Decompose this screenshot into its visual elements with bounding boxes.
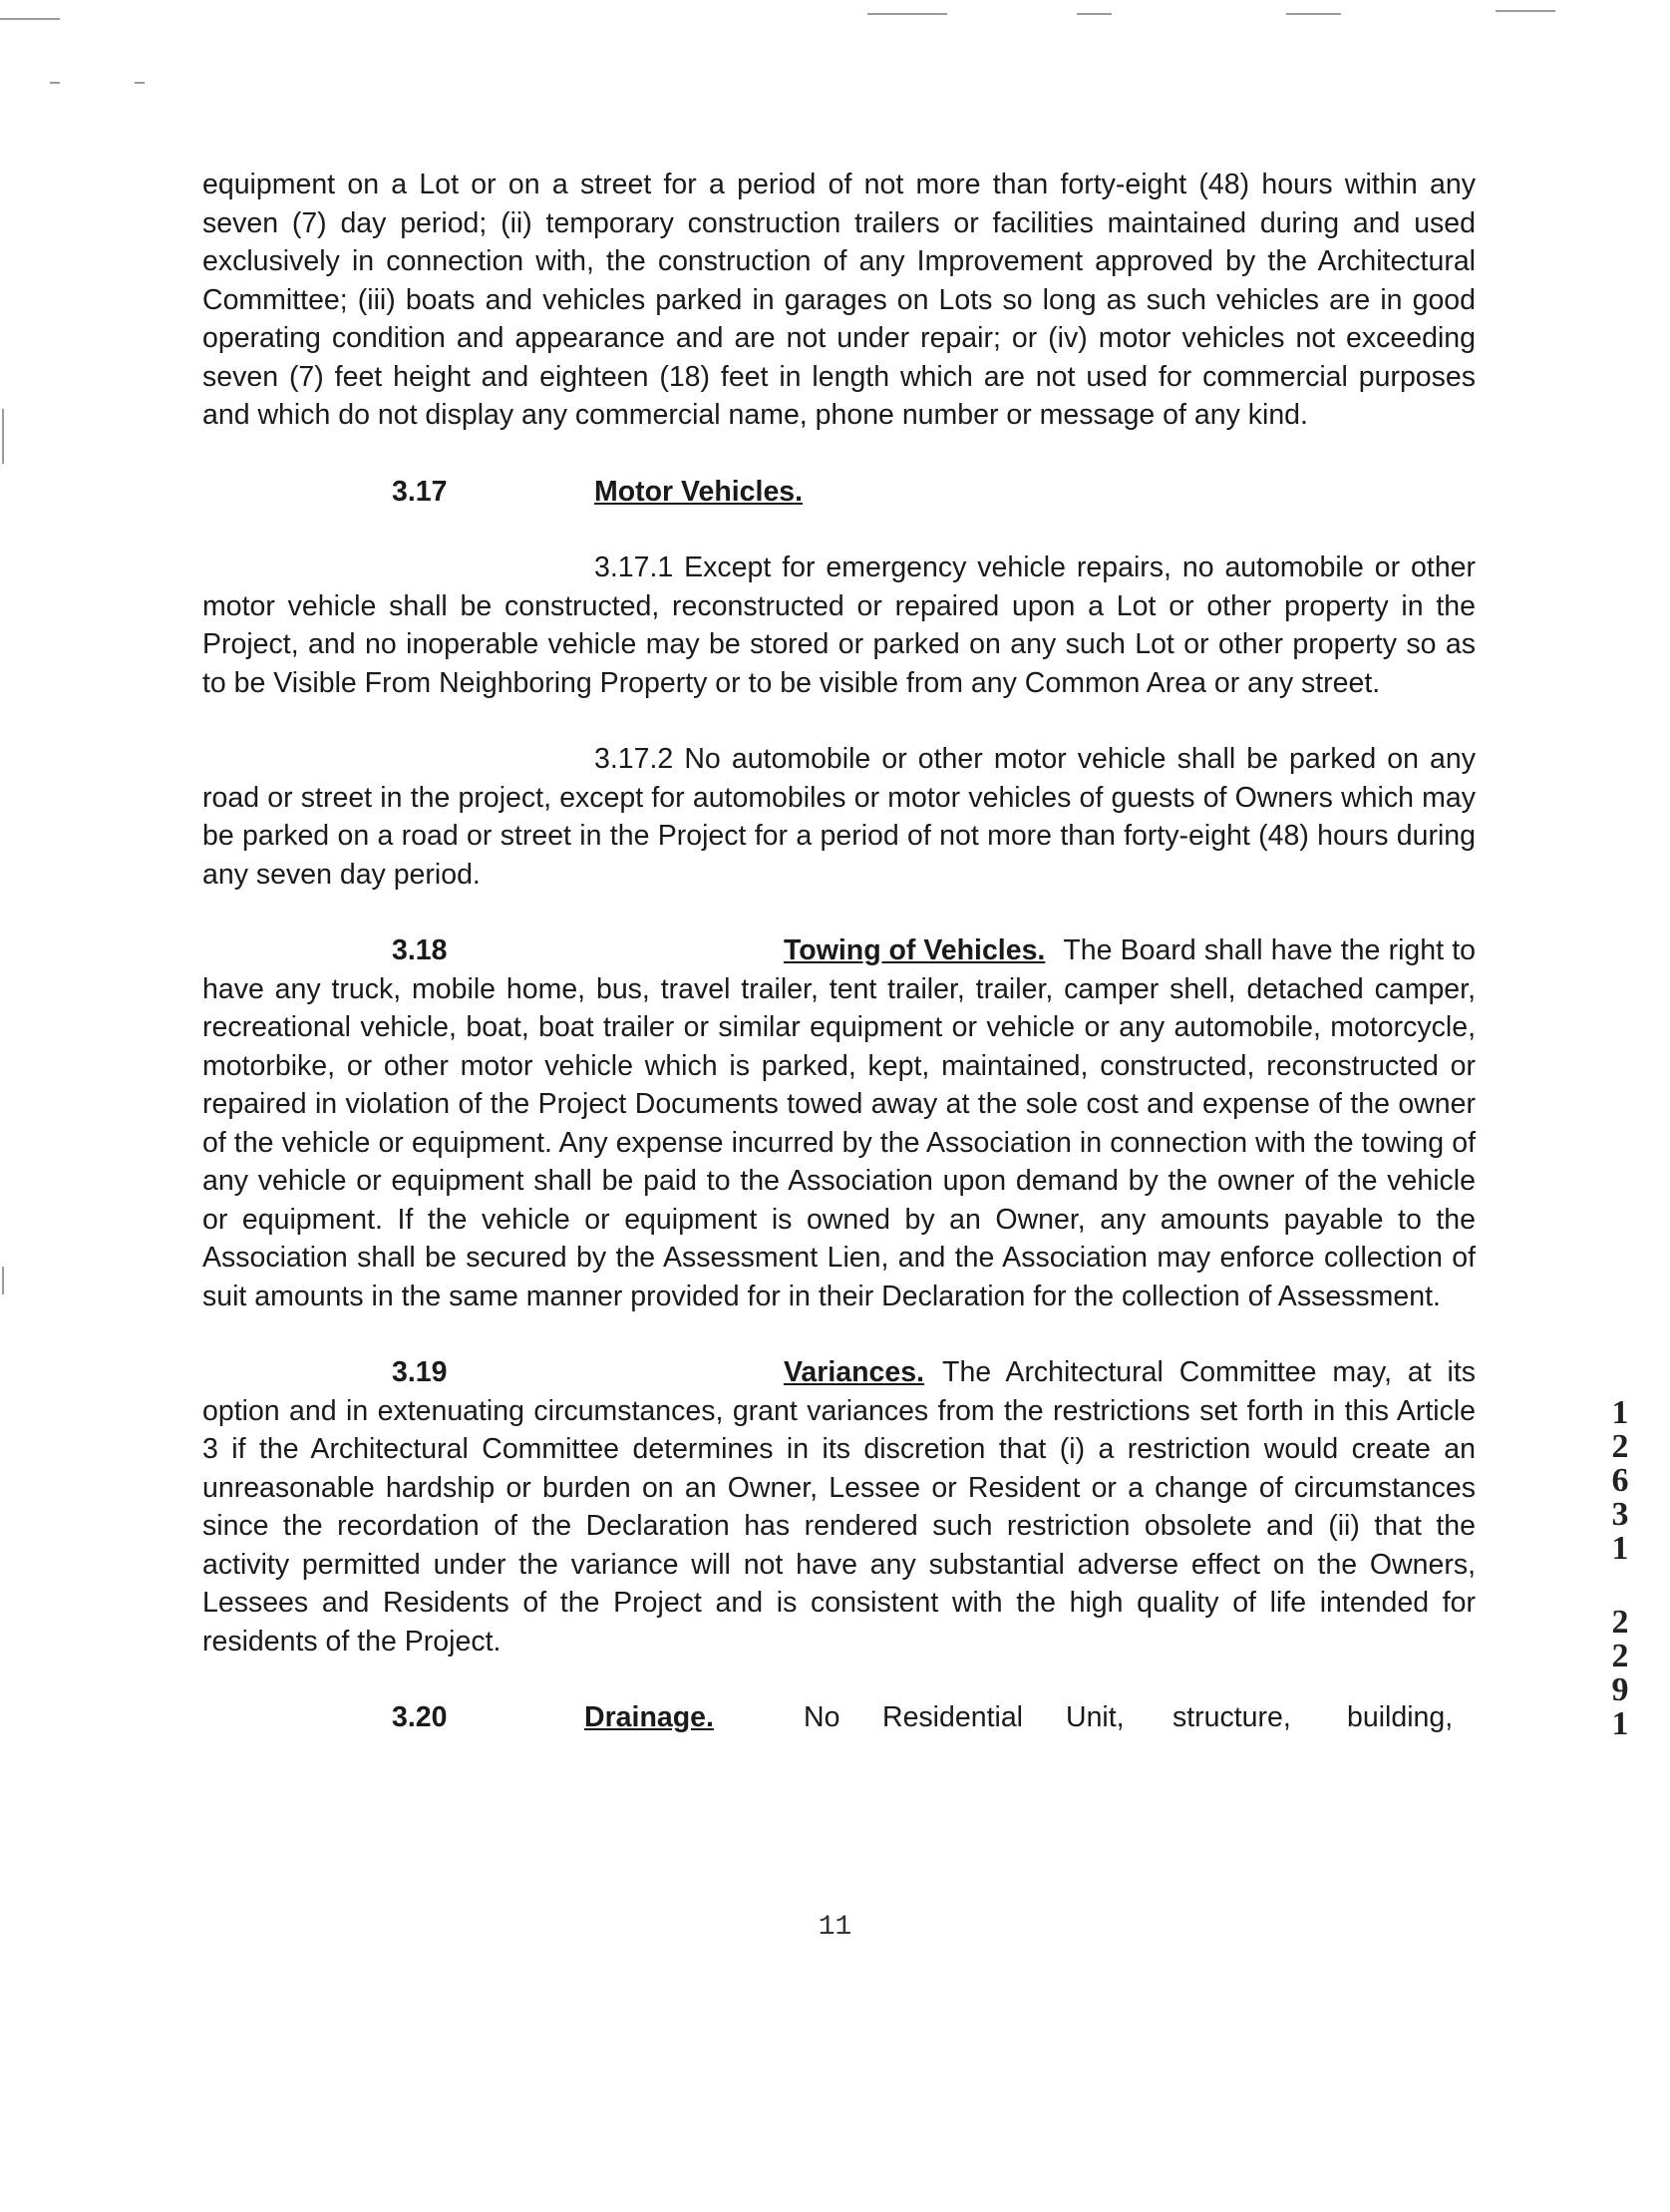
section-3-19 <box>202 1353 1476 1660</box>
section-3-20 <box>202 1698 1476 1737</box>
subsection-number: 3.17.1 <box>594 552 674 583</box>
continuation-paragraph: equipment on a Lot or on a street for a period of not more than forty-eight (48) hours within any seven (7) day period; (ii) temporary construction trailers or facilities maintained during and used exclusively in connection with, the construction of any Improvement approved by the Architectural Committee; (iii) boats and vehicles parked in garages on Lots so long as such vehicles are in good operating condition and appearance and are not under repair; or (iv) motor vehicles not exceeding seven (7) feet height and eighteen (18) feet in length which are not used for commercial purposes and which do not display any commercial name, phone number or message of any kind. <box>202 169 1476 431</box>
section-word: Unit, <box>1066 1701 1125 1733</box>
section-word: building, <box>1347 1701 1454 1733</box>
section-title: Drainage. <box>584 1701 714 1733</box>
stamp-digit: 1 <box>1611 1705 1629 1742</box>
subsection-3-17-1 <box>202 549 1476 702</box>
stamp-digit: 1 <box>1611 1530 1629 1567</box>
scan-mark <box>135 82 145 84</box>
subsection-number: 3.17.2 <box>594 743 674 775</box>
section-3-18 <box>202 931 1476 1315</box>
section-title: Motor Vehicles. <box>594 475 804 508</box>
scan-mark <box>2 1267 4 1294</box>
subsection-text: Except for emergency vehicle repairs, no automobile or other motor vehicle shall be constructed, reconstructed or repaired upon a Lot or other property in the Project, and no inoperable vehicle may be stored or parked on any such Lot or other property so as to be Visible From Neighboring Property or to be visible from any Common Area or any street. <box>202 552 1477 699</box>
section-3-17-heading <box>202 473 1476 512</box>
scan-mark <box>50 82 60 84</box>
stamp-digit: 9 <box>1611 1671 1629 1708</box>
scan-mark <box>867 13 947 15</box>
scan-mark <box>1286 13 1341 15</box>
section-number: 3.18 <box>392 934 448 966</box>
stamp-digit: 1 <box>1611 1394 1629 1431</box>
margin-recording-stamp <box>1603 1396 1637 1741</box>
section-title: Variances. <box>784 1356 925 1388</box>
section-title: Towing of Vehicles. <box>784 934 1046 966</box>
section-text: The Architectural Committee may, at its option and in extenuating circumstances, grant variances from the restrictions set forth in this Article 3 if the Architectural Committee determines in its discretion that (i) a restriction would create an unreasonable hardship or burden on an Owner, Lessee or Resident or a change of circumstances since the recordation of the Declaration has rendered such restriction obsolete and (ii) that the activity permitted under the variance will not have any substantial adverse effect on the Owners, Lessees and Residents of the Project and is consistent with the high quality of life intended for residents of the Project. <box>202 1356 1476 1658</box>
page-number: 11 <box>818 1912 852 1943</box>
section-number: 3.19 <box>392 1356 448 1388</box>
stamp-digit: 2 <box>1611 1638 1629 1674</box>
section-text: The Board shall have the right to have any truck, mobile home, bus, travel trailer, tent trailer, trailer, camper shell, detached camper, recreational vehicle, boat, boat trailer or similar equipment or vehicle or any automobile, motorcycle, motorbike, or other motor vehicle which is parked, kept, maintained, constructed, reconstructed or repaired in violation of the Project Documents towed away at the sole cost and expense of the owner of the vehicle or equipment. Any expense incurred by the Association in connection with the towing of any vehicle or equipment shall be paid to the Association upon demand by the owner of the vehicle or equipment. If the vehicle or equipment is owned by an Owner, any amounts payable to the Association shall be secured by the Assessment Lien, and the Association may enforce collection of suit amounts in the same manner provided for in their Declaration for the collection of Assessment. <box>202 934 1476 1312</box>
stamp-digit: 2 <box>1611 1604 1629 1641</box>
section-word: Residential <box>882 1701 1023 1733</box>
stamp-digit: 6 <box>1611 1462 1629 1499</box>
section-number: 3.20 <box>392 1701 448 1733</box>
section-number: 3.17 <box>392 475 448 508</box>
subsection-3-17-2 <box>202 740 1476 894</box>
scan-mark <box>1077 13 1112 15</box>
scan-mark <box>2 409 4 464</box>
section-word: No <box>804 1701 840 1733</box>
document-body <box>202 166 1476 1737</box>
stamp-gap <box>1603 1566 1637 1606</box>
stamp-digit: 2 <box>1611 1428 1629 1465</box>
section-word: structure, <box>1172 1701 1291 1733</box>
subsection-text: No automobile or other motor vehicle shall be parked on any road or street in the project, except for automobiles or motor vehicles of guests of Owners which may be parked on a road or street in the Project for a period of not more than forty-eight (48) hours during any seven day period. <box>202 743 1477 891</box>
scan-mark <box>1496 10 1555 12</box>
scan-mark <box>0 18 60 20</box>
stamp-digit: 3 <box>1611 1496 1629 1533</box>
